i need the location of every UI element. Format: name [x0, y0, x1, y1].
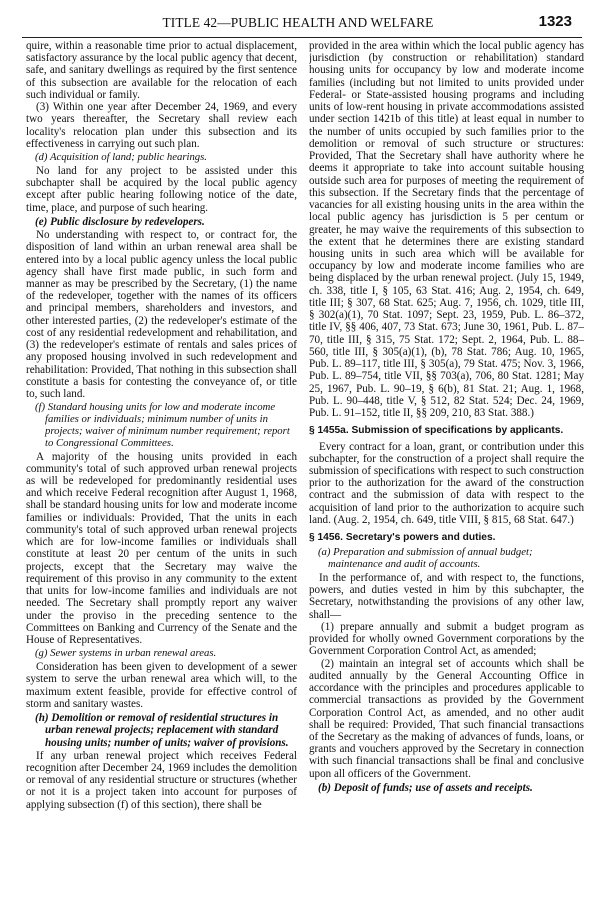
subsection-heading: (b) Deposit of funds; use of assets and receipts. — [318, 781, 533, 794]
page-number: 1323 — [538, 13, 572, 30]
subsection-heading: (e) Public disclosure by redevelopers. — [35, 215, 205, 228]
paragraph: No land for any project to be assisted under this subchapter shall be acquired by the local public agency except after public hearing following notice of the date, time, place, and purpose of such hearing. — [26, 164, 297, 214]
title-heading: TITLE 42—PUBLIC HEALTH AND WELFARE — [162, 15, 434, 30]
paragraph: Every contract for a loan, grant, or contribution under this subchapter, for the construction of a project shall require the submission of specifications with respect to such construction prior to the authorization for the award of the construction contract and the submission of data with respect to the acquisition of land prior to the authorization to acquire such land. (Aug. 2, 1954, ch. 649, title VIII, § 815, 68 Stat. 647.) — [309, 440, 584, 526]
paragraph: If any urban renewal project which receives Federal recognition after December 24, 1969 includes the demolition or removal of any residential structure or structures (whether or not it is a project taken into account for purposes of applying subsection (f) of this section), there shall be — [26, 749, 297, 811]
subsection-heading: (f) Standard housing units for low and moderate income families or individuals; minimum number of units in projects; waiver of minimum number requirement; report to Congressional Committees. — [35, 401, 290, 449]
running-header — [0, 15, 596, 35]
subsection-heading: (d) Acquisition of land; public hearings. — [35, 151, 207, 164]
header-rule — [22, 37, 582, 38]
section-heading: § 1456. Secretary's powers and duties. — [309, 532, 496, 544]
subsection-heading: (h) Demolition or removal of residential structures in urban renewal projects; replacement with standard housing units; number of units; waiver of provisions. — [35, 712, 289, 749]
paragraph: A majority of the housing units provided in each community's total of such approved urban renewal projects as will be redeveloped for predominantly residential uses and which receive Federal recognition after August 1, 1968, shall be standard housing units for low and moderate income families or individuals: Provided, That the units in each community's total of such approved urban renewal projects which are for low-income families or individuals shall constitute at least 20 per centum of the units in such projects, except that the Secretary may waive the requirement of this proviso in any community to the extent that units for low-income families and individuals are not needed. The Secretary shall promptly report any waiver under the proviso in the preceding sentence to the Committees on Banking and Currency of the Senate and the House of Representatives. — [26, 450, 297, 647]
left-column — [26, 40, 297, 894]
right-column — [309, 40, 584, 894]
paragraph: (3) Within one year after December 24, 1969, and every two years thereafter, the Secretary shall review each locality's relocation plan under this subsection and its effectiveness in carrying out such plan. — [26, 101, 297, 150]
paragraph: No understanding with respect to, or contract for, the disposition of land within an urban renewal area shall be entered into by a local public agency unless the local public agency shall have first made public, in such form and manner as may be prescribed by the Secretary, (1) the name of the redeveloper, together with the names of its officers and principal members, shareholders and investors, and other interested parties, (2) the redeveloper's estimate of the cost of any residential redevelopment and rehabilitation, and (3) the redeveloper's estimate of rentals and sales prices of any proposed housing involved in such redevelopment and rehabilitation: Provided, That nothing in this subsection shall constitute a basis for contesting the conveyance of, or title to, such land. — [26, 229, 297, 401]
paragraph: Consideration has been given to development of a sewer system to serve the urban renewal area which will, to the maximum extent feasible, provide for effective control of storm and sanitary wastes. — [26, 661, 297, 710]
subsection-heading: (a) Preparation and submission of annual budget; maintenance and audit of accounts. — [318, 546, 533, 571]
subsection-heading: (g) Sewer systems in urban renewal areas. — [35, 647, 217, 660]
paragraph: provided in the area within which the local public agency has jurisdiction (by construction or rehabilitation) standard housing units for occupancy by low and moderate income families (including but not limited to units provided under Federal- or State-assisted housing programs and including units of low-rent housing in private accommodations assisted under section 1421b of this title) at least equal in number to the number of units occupied by such families prior to the demolition or removal of such structure or structures: Provided, That the Secretary shall have authority where he deems it appropriate to take into account suitable housing outside such area for purposes of meeting the requirement of this subsection. If the Secretary finds that the percentage of vacancies for all existing housing units in the area within the local public agency has jurisdiction is 5 per centum or greater, he may waive the requirements of this subsection to the extent that he determines there are existing standard housing units in such area which will be available for occupancy by low and moderate income families who are being displaced by the urban renewal project. (July 15, 1949, ch. 338, title I, § 105, 63 Stat. 416; Aug. 2, 1954, ch. 649, title III; § 307, 68 Stat. 625; Aug. 7, 1956, ch. 1029, title III, § 302(a)(1), 70 Stat. 1097; Sept. 23, 1959, Pub. L. 86–372, title IV, §§ 406, 407, 73 Stat. 673; June 30, 1961, Pub. L. 87–70, title III, § 315, 75 Stat. 172; Sept. 2, 1964, Pub. L. 88–560, title III, § 305(a)(1), (b), 78 Stat. 786; Aug. 10, 1965, Pub. L. 89–117, title III, § 305(a), 79 Stat. 475; Nov. 3, 1966, Pub. L. 89–754, title VII, §§ 703(a), 706, 80 Stat. 1281; May 25, 1967, Pub. L. 90–19, § 6(b), 81 Stat. 21; Aug. 1, 1968, Pub. L. 90–448, title V, § 512, 82 Stat. 524; Dec. 24, 1969, Pub. L. 91–152, title II, §§ 209, 210, 83 Stat. 388.) — [309, 40, 584, 420]
paragraph: In the performance of, and with respect to, the functions, powers, and duties vested in him by this subchapter, the Secretary, notwithstanding the provisions of any other law, shall— — [309, 571, 584, 621]
section-heading: § 1455a. Submission of specifications by applicants. — [309, 425, 564, 437]
paragraph: quire, within a reasonable time prior to actual displacement, satisfactory assurance by the local public agency that decent, safe, and sanitary dwellings as required by the first sentence of this subsection are available for the relocation of each such individual or family. — [26, 40, 297, 101]
list-item: (1) prepare annually and submit a budget program as provided for wholly owned Government corporations by the Government Corporation Control Act, as amended; — [309, 620, 584, 658]
list-item: (2) maintain an integral set of accounts which shall be audited annually by the General Accounting Office in accordance with the principles and procedures applicable to commercial transactions as provided by the Government Corporation Control Act, as amended, and no other audit shall be required: Provided, That such financial transactions of the Secretary as the making of advances of funds, loans, or grants and vouchers approved by the Secretary in connection with such financial transactions shall be final and conclusive upon all officers of the Government. — [309, 657, 584, 780]
